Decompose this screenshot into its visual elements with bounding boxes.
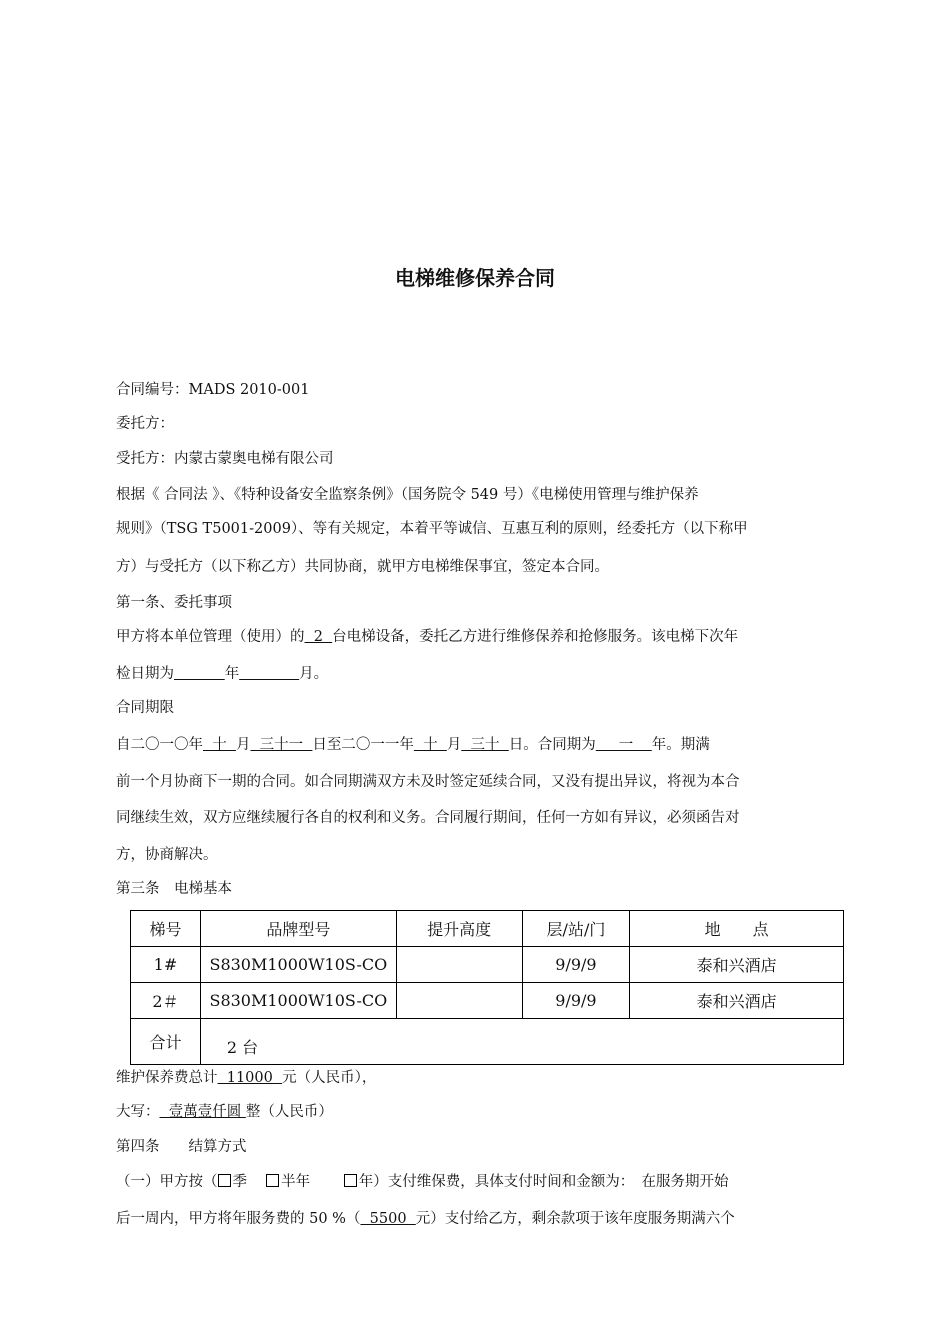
- contractor-line: 受托方：内蒙古蒙奥电梯有限公司: [116, 451, 334, 467]
- preamble-line-3: 方）与受托方（以下称乙方）共同协商，就甲方电梯维保事宜，签定本合同。: [116, 559, 609, 575]
- cell-location: 泰和兴酒店: [630, 983, 844, 1019]
- option-year-label: 年: [358, 1174, 374, 1190]
- article1-line-1: [116, 627, 838, 647]
- header-floors: 层/站/门: [522, 911, 630, 947]
- inspection-year-blank: [174, 666, 225, 682]
- fee-text-a: 维护保养费总计: [116, 1070, 218, 1086]
- cell-floors: 9/9/9: [522, 983, 630, 1019]
- payment-text-1: （一）甲方按（: [116, 1174, 218, 1190]
- payment-text-2: ）支付维保费，具体支付时间和金额为： 在服务期开始: [373, 1174, 729, 1190]
- contract-number: 合同编号：MADS 2010-001: [116, 382, 310, 398]
- fee-line: [116, 1068, 838, 1088]
- checkbox-year[interactable]: [344, 1174, 357, 1187]
- fee-capitals-line: [116, 1102, 838, 1122]
- article2-line-2: 前一个月协商下一期的合同。如合同期满双方未及时签定延续合同，又没有提出异议，将视为本合: [116, 774, 740, 790]
- article4-heading: 第四条 结算方式: [116, 1139, 247, 1155]
- option-quarter-label: 季: [232, 1174, 247, 1190]
- caps-text-a: 大写：: [116, 1104, 160, 1120]
- end-month: 十: [413, 737, 447, 753]
- article1-heading: 第一条、委托事项: [116, 595, 232, 611]
- term-text-6: 年。期满: [651, 737, 710, 753]
- table-row: [131, 947, 844, 983]
- article1-line-2: [116, 664, 838, 684]
- fee-amount: 11000: [217, 1070, 283, 1086]
- checkbox-quarter[interactable]: [218, 1174, 231, 1187]
- total-value: 2 台: [200, 1019, 843, 1065]
- article4-line-1: [116, 1172, 838, 1192]
- fee-capitals: 壹萬壹仟圆: [159, 1104, 246, 1120]
- fee-text-b: 元（人民币），: [282, 1070, 377, 1086]
- start-month: 十: [203, 737, 236, 753]
- article2-heading: 合同期限: [116, 700, 174, 716]
- term-text-5: 日。合同期为: [508, 737, 596, 753]
- cell-lift-height: [396, 983, 522, 1019]
- table-total-row: [131, 1019, 844, 1065]
- end-day: 三十: [461, 737, 509, 753]
- cell-brand-model: S830M1000W10S-CO: [200, 947, 396, 983]
- cell-elevator-no: 2＃: [131, 983, 201, 1019]
- article1-text-b: 台电梯设备，委托乙方进行维修保养和抢修服务。该电梯下次年: [332, 629, 739, 645]
- table-row: [131, 983, 844, 1019]
- cell-elevator-no: 1#: [131, 947, 201, 983]
- document-title: 电梯维修保养合同: [395, 266, 555, 290]
- article1-text-a: 甲方将本单位管理（使用）的: [116, 629, 305, 645]
- cell-location: 泰和兴酒店: [630, 947, 844, 983]
- header-lift-height: 提升高度: [396, 911, 522, 947]
- inspection-month-blank: [239, 666, 299, 682]
- cell-lift-height: [396, 947, 522, 983]
- caps-text-b: 整（人民币）: [245, 1104, 333, 1120]
- article2-line-4: 方，协商解决。: [116, 847, 218, 863]
- header-elevator-no: 梯号: [131, 911, 201, 947]
- preamble-line-1: 根据《 合同法 》、《特种设备安全监察条例》（国务院令 549 号）《电梯使用管理与维护保养: [116, 487, 699, 503]
- table-header-row: [131, 911, 844, 947]
- article4-line-2: [116, 1209, 838, 1229]
- article2-line-3: 同继续生效，双方应继续履行各自的权利和义务。合同履行期间，任何一方如有异议，必须函告对: [116, 810, 740, 826]
- article3-heading: 第三条 电梯基本: [116, 881, 232, 897]
- cell-brand-model: S830M1000W10S-CO: [200, 983, 396, 1019]
- total-label: 合计: [131, 1019, 201, 1065]
- term-text-4: 月: [446, 737, 462, 753]
- payment-text-3: 后一周内，甲方将年服务费的 50 %（: [116, 1211, 361, 1227]
- article2-line-1: [116, 735, 838, 755]
- elevator-count: 2: [304, 629, 333, 645]
- elevator-table: [130, 910, 844, 1065]
- preamble-line-2: 规则》（TSG T5001-2009）、等有关规定，本着平等诚信、互惠互利的原则，经委托方（以下称甲: [116, 521, 748, 537]
- payment-text-4: 元）支付给乙方，剩余款项于该年度服务期满六个: [415, 1211, 735, 1227]
- header-location: 地 点: [630, 911, 844, 947]
- article1-text-e: 月。: [299, 666, 329, 682]
- cell-floors: 9/9/9: [522, 947, 630, 983]
- term-text-1: 自二〇一〇年: [116, 737, 203, 753]
- term-years: 一: [595, 737, 652, 753]
- option-half-year-label: 半年: [281, 1174, 311, 1190]
- article1-text-d: 年: [224, 666, 240, 682]
- header-brand-model: 品牌型号: [200, 911, 396, 947]
- article1-text-c: 检日期为: [116, 666, 174, 682]
- client-line: 委托方：: [116, 416, 174, 432]
- payment-amount: 5500: [360, 1211, 416, 1227]
- term-text-2: 月: [235, 737, 251, 753]
- term-text-3: 日至二〇一一年: [312, 737, 414, 753]
- checkbox-half-year[interactable]: [266, 1174, 279, 1187]
- start-day: 三十一: [250, 737, 313, 753]
